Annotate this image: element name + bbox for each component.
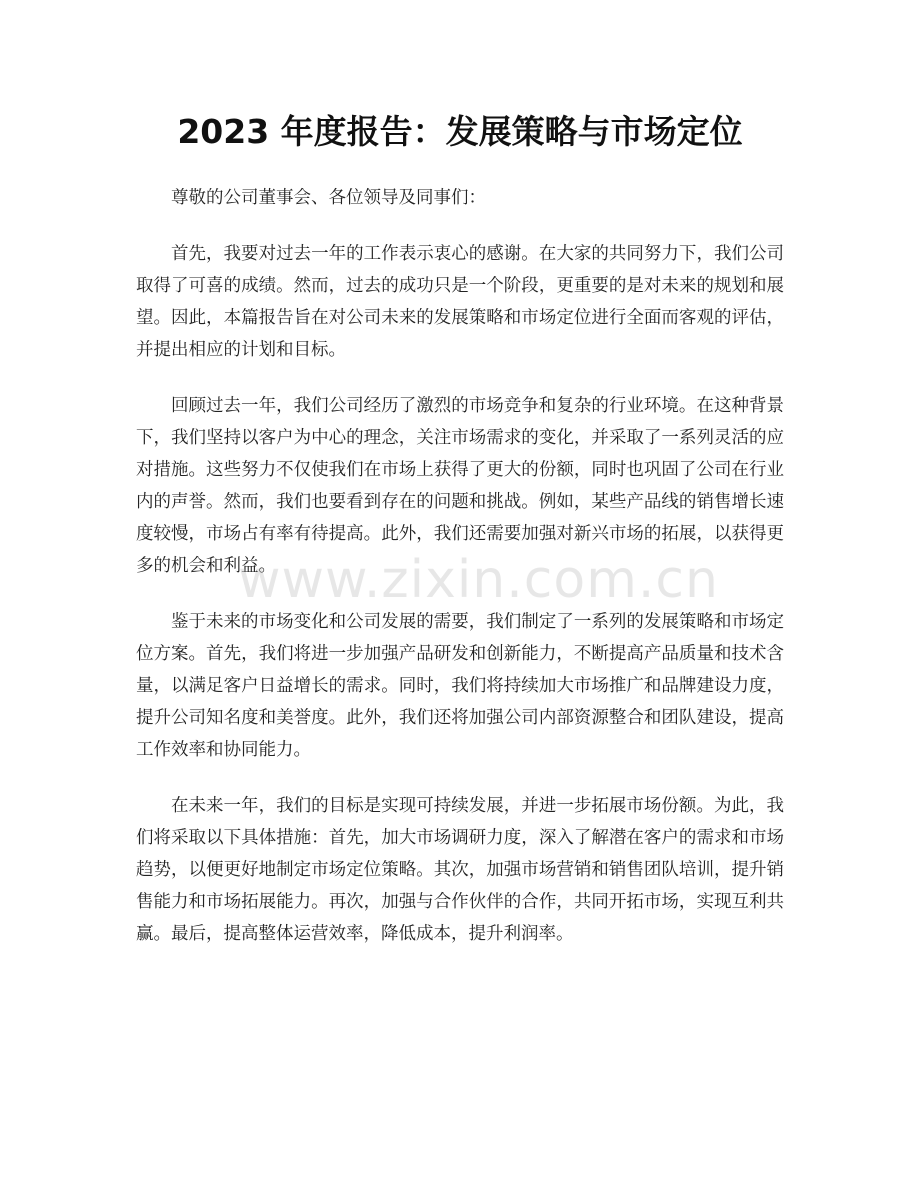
- salutation: 尊敬的公司董事会、各位领导及同事们：: [171, 188, 486, 208]
- document-body: [136, 182, 784, 974]
- paragraph-4: 在未来一年，我们的目标是实现可持续发展，并进一步拓展市场份额。为此，我们将采取以下具体措施：首先，加大市场调研力度，深入了解潜在客户的需求和市场趋势，以便更好地制定市场定位策略。其次，加强市场营销和销售团队培训，提升销售能力和市场拓展能力。再次，加强与合作伙伴的合作，共同开拓市场，实现互利共赢。最后，提高整体运营效率，降低成本，提升利润率。: [136, 796, 784, 944]
- paragraph-1: 首先，我要对过去一年的工作表示衷心的感谢。在大家的共同努力下，我们公司取得了可喜的成绩。然而，过去的成功只是一个阶段，更重要的是对未来的规划和展望。因此，本篇报告旨在对公司未来的发展策略和市场定位进行全面而客观的评估，并提出相应的计划和目标。: [136, 244, 784, 360]
- watermark: www.zixin.com.cn: [238, 550, 719, 610]
- document-title: 2023 年度报告：发展策略与市场定位: [177, 112, 743, 151]
- paragraph-3: 鉴于未来的市场变化和公司发展的需要，我们制定了一系列的发展策略和市场定位方案。首先，我们将进一步加强产品研发和创新能力，不断提高产品质量和技术含量，以满足客户日益增长的需求。同时，我们将持续加大市场推广和品牌建设力度，提升公司知名度和美誉度。此外，我们还将加强公司内部资源整合和团队建设，提高工作效率和协同能力。: [136, 612, 784, 760]
- paragraph-2: 回顾过去一年，我们公司经历了激烈的市场竞争和复杂的行业环境。在这种背景下，我们坚持以客户为中心的理念，关注市场需求的变化，并采取了一系列灵活的应对措施。这些努力不仅使我们在市场上获得了更大的份额，同时也巩固了公司在行业内的声誉。然而，我们也要看到存在的问题和挑战。例如，某些产品线的销售增长速度较慢，市场占有率有待提高。此外，我们还需要加强对新兴市场的拓展，以获得更多的机会和利益。: [136, 396, 784, 576]
